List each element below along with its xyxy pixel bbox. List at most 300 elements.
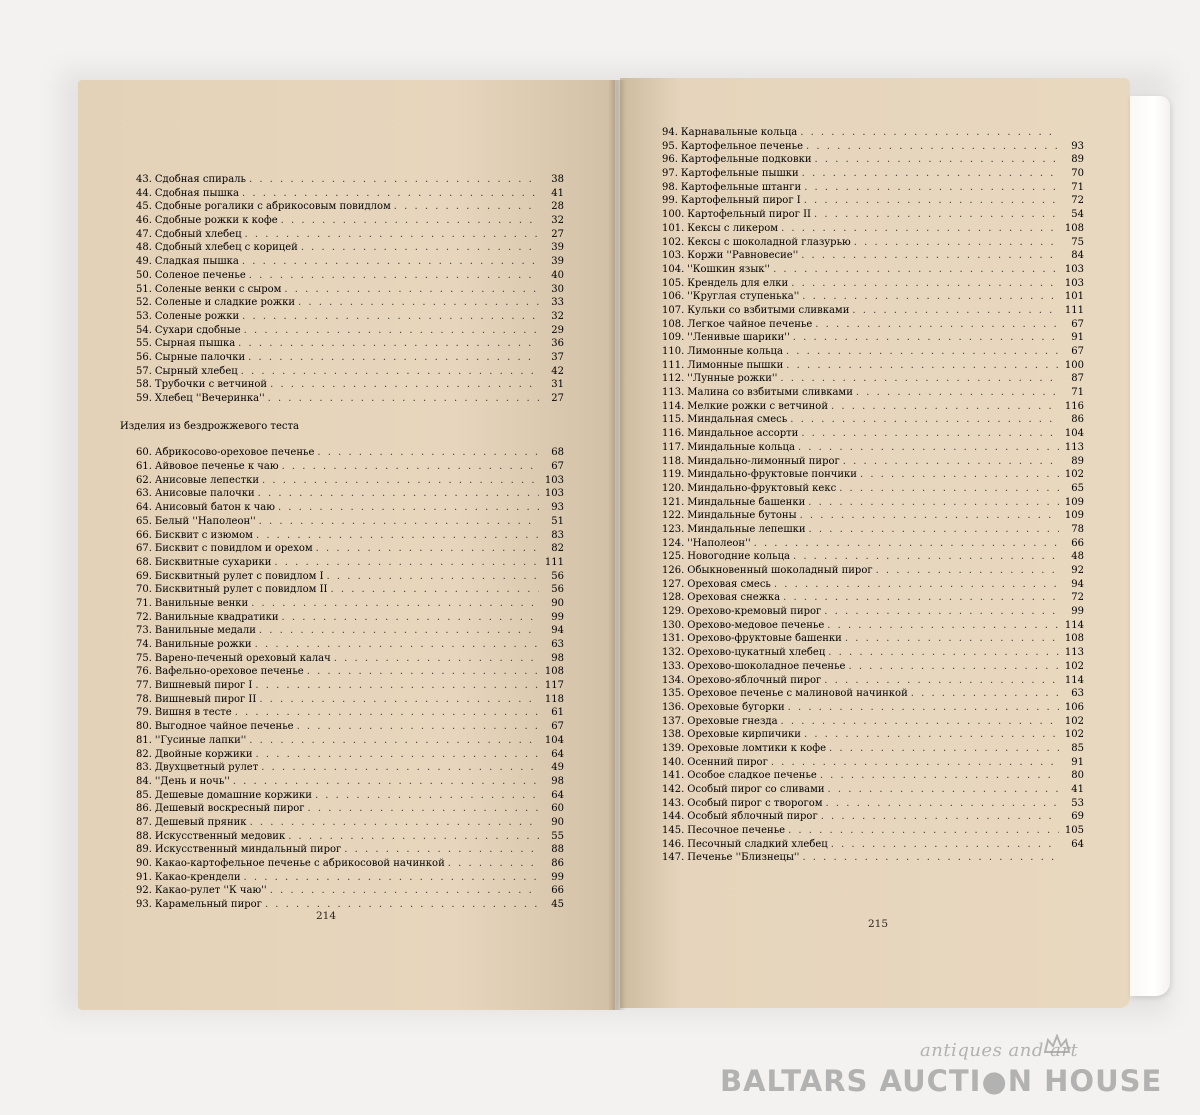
toc-entry-number: 91. — [136, 871, 152, 883]
toc-entry-text: Сдобный хлебец — [154, 228, 242, 240]
toc-entry-page: 111 — [1064, 304, 1084, 316]
toc-entry-page: 32 — [551, 310, 564, 322]
toc-entry — [662, 140, 1084, 154]
toc-entry-title — [136, 173, 246, 187]
toc-entry-number: 89. — [136, 844, 152, 856]
toc-entry-title — [662, 181, 801, 195]
toc-entry — [662, 783, 1084, 797]
toc-entry — [136, 706, 564, 720]
toc-entry-title — [662, 742, 826, 756]
toc-entry — [662, 372, 1084, 386]
toc-leader-dots — [344, 843, 539, 857]
toc-entry-title — [136, 187, 239, 201]
toc-leader-dots — [262, 474, 539, 488]
toc-entry-title — [662, 194, 801, 208]
toc-entry-page: 29 — [551, 324, 564, 336]
toc-entry — [136, 843, 564, 857]
toc-leader-dots — [259, 693, 539, 707]
toc-entry-title — [662, 413, 787, 427]
toc-entry-number: 81. — [136, 734, 152, 746]
toc-entry-number: 132. — [662, 647, 685, 659]
toc-entry-title — [136, 748, 253, 762]
toc-entry-text: Какао-рулет ''К чаю'' — [154, 885, 267, 897]
toc-entry-text: Картофельное печенье — [680, 140, 804, 152]
toc-entry-number: 58. — [136, 379, 152, 391]
toc-entry — [136, 624, 564, 638]
toc-entry-title — [662, 578, 771, 592]
right-page-number: 215 — [868, 918, 889, 930]
toc-entry-text: Легкое чайное печенье — [687, 318, 813, 330]
toc-leader-dots — [268, 392, 539, 406]
toc-entry-title — [662, 263, 770, 277]
toc-entry-page: 108 — [1064, 633, 1084, 645]
toc-entry-title — [662, 222, 778, 236]
toc-entry-page: 102 — [1064, 715, 1084, 727]
toc-entry — [662, 632, 1084, 646]
toc-leader-dots — [831, 400, 1059, 414]
toc-entry-number: 93. — [136, 899, 152, 911]
toc-entry-text: Ореховые кирпичики — [687, 729, 801, 741]
toc-entry-title — [662, 468, 857, 482]
toc-entry-title — [136, 816, 247, 830]
toc-leader-dots — [800, 126, 1059, 140]
toc-entry-page: 118 — [544, 693, 564, 705]
toc-entry-title — [662, 838, 828, 852]
toc-entry-title — [662, 318, 812, 332]
toc-entry-number: 75. — [136, 652, 152, 664]
toc-entry-text: Ореховые ломтики к кофе — [687, 742, 827, 754]
toc-leader-dots — [298, 296, 539, 310]
toc-entry-page: 56 — [551, 584, 564, 596]
toc-leader-dots — [327, 570, 539, 584]
toc-entry-title — [662, 359, 783, 373]
toc-entry-title — [662, 277, 788, 291]
toc-entry-title — [136, 789, 312, 803]
toc-entry-title — [662, 427, 798, 441]
toc-entry-text: Особое сладкое печенье — [687, 770, 817, 782]
toc-entry — [662, 578, 1084, 592]
toc-entry-title — [662, 523, 806, 537]
toc-entry — [662, 153, 1084, 167]
toc-entry-title — [136, 857, 445, 871]
toc-entry — [662, 742, 1084, 756]
toc-leader-dots — [281, 214, 539, 228]
toc-entry — [136, 269, 564, 283]
toc-entry-number: 45. — [136, 201, 152, 213]
toc-entry-page: 54 — [1071, 209, 1084, 221]
toc-entry — [662, 564, 1084, 578]
toc-entry — [662, 413, 1084, 427]
toc-leader-dots — [839, 482, 1059, 496]
toc-entry — [662, 290, 1084, 304]
toc-entry-page: 75 — [1071, 236, 1084, 248]
watermark-tagline: antiques and art — [920, 1040, 1079, 1061]
toc-entry-title — [662, 797, 823, 811]
toc-entry-page: 90 — [551, 597, 564, 609]
toc-leader-dots — [827, 619, 1059, 633]
toc-entry — [136, 830, 564, 844]
toc-leader-dots — [804, 728, 1059, 742]
toc-entry — [136, 652, 564, 666]
toc-entry-title — [662, 632, 842, 646]
toc-entry-text: Особый пирог с творогом — [687, 797, 823, 809]
toc-entry-text: Карамельный пирог — [154, 899, 262, 911]
toc-entry-number: 50. — [136, 269, 152, 281]
toc-entry-number: 92. — [136, 885, 152, 897]
toc-entry-title — [662, 208, 811, 222]
toc-leader-dots — [250, 816, 539, 830]
toc-entry-text: Лимонные пышки — [687, 359, 784, 371]
toc-entry-title — [662, 400, 828, 414]
toc-entry — [136, 392, 564, 406]
crown-icon — [1042, 1034, 1072, 1060]
toc-entry-page: 104 — [544, 734, 564, 746]
toc-entry-number: 96. — [662, 154, 678, 166]
toc-entry-number: 102. — [662, 236, 685, 248]
toc-entry-title — [136, 665, 304, 679]
toc-entry — [662, 769, 1084, 783]
toc-entry — [136, 871, 564, 885]
toc-leader-dots — [774, 578, 1059, 592]
toc-entry-page: 41 — [1071, 784, 1084, 795]
toc-entry — [662, 249, 1084, 263]
toc-entry-page: 71 — [1071, 181, 1084, 193]
toc-entry-page: 109 — [1064, 496, 1084, 508]
toc-entry-number: 87. — [136, 816, 152, 828]
toc-entry-title — [136, 556, 271, 570]
toc-entry — [136, 665, 564, 679]
toc-entry-title — [136, 542, 313, 556]
toc-leader-dots — [282, 460, 539, 474]
toc-entry-number: 113. — [662, 387, 685, 399]
toc-entry-title — [662, 331, 790, 345]
toc-entry-number: 143. — [662, 797, 685, 809]
toc-leader-dots — [233, 775, 539, 789]
toc-entry-title — [136, 501, 275, 515]
toc-entry-text: Ореховое печенье с малиновой начинкой — [687, 688, 908, 700]
toc-entry-text: Бисквит с повидлом и орехом — [154, 543, 313, 555]
toc-entry — [136, 351, 564, 365]
toc-entry-page: 39 — [551, 256, 564, 268]
toc-leader-dots — [793, 331, 1059, 345]
toc-entry — [136, 884, 564, 898]
toc-entry-text: Ореховая снежка — [687, 592, 781, 604]
toc-entry-number: 118. — [662, 455, 685, 467]
toc-leader-dots — [261, 761, 539, 775]
toc-entry — [136, 789, 564, 803]
toc-entry-number: 107. — [662, 304, 685, 316]
toc-entry-page: 94 — [551, 625, 564, 637]
toc-entry — [662, 824, 1084, 838]
toc-entry-number: 103. — [662, 250, 685, 262]
toc-entry-text: Ванильные рожки — [154, 639, 252, 650]
toc-entry-number: 82. — [136, 748, 152, 760]
toc-entry-title — [136, 720, 294, 734]
toc-leader-dots — [238, 337, 539, 351]
toc-entry-title — [662, 550, 790, 564]
toc-entry-number: 95. — [662, 140, 678, 152]
toc-entry-text: Соленые и сладкие рожки — [154, 297, 296, 309]
toc-entry-text: Мелкие рожки с ветчиной — [687, 400, 828, 412]
toc-entry — [136, 460, 564, 474]
toc-entry-page: 55 — [551, 830, 564, 842]
toc-leader-dots — [781, 715, 1059, 729]
toc-entry-number: 74. — [136, 639, 152, 650]
toc-entry-number: 76. — [136, 666, 152, 678]
toc-entry-page: 63 — [551, 639, 564, 650]
toc-leader-dots — [297, 720, 539, 734]
toc-entry-text: ''Наполеон'' — [687, 537, 751, 549]
toc-entry-number: 142. — [662, 784, 685, 795]
toc-entry-title — [136, 898, 262, 912]
left-page-number: 214 — [316, 910, 337, 922]
toc-entry-title — [662, 783, 825, 797]
toc-entry-text: Миндальная смесь — [687, 414, 788, 426]
toc-entry-text: Абрикосово-ореховое печенье — [154, 447, 315, 459]
toc-entry-title — [136, 365, 238, 379]
toc-entry-text: ''Кошкин язык'' — [687, 263, 771, 275]
toc-entry-page: 98 — [551, 775, 564, 787]
toc-entry — [136, 611, 564, 625]
toc-entry-text: Двойные коржики — [154, 748, 253, 760]
toc-leader-dots — [802, 851, 1059, 865]
toc-entry-number: 101. — [662, 222, 685, 234]
toc-entry-number: 49. — [136, 256, 152, 268]
toc-entry-title — [662, 851, 799, 865]
toc-entry-text: Сдобный хлебец с корицей — [154, 242, 298, 254]
toc-entry-title — [136, 269, 246, 283]
toc-entry-title — [136, 228, 242, 242]
toc-entry — [136, 214, 564, 228]
toc-leader-dots — [235, 706, 539, 720]
toc-leader-dots — [241, 365, 539, 379]
toc-entry-text: Варено-печеный ореховый калач — [154, 652, 331, 664]
toc-entry-text: ''Лунные рожки'' — [687, 373, 778, 385]
toc-entry-page: 61 — [551, 707, 564, 719]
toc-entry — [136, 365, 564, 379]
toc-entry-text: Бисквитные сухарики — [154, 556, 272, 568]
toc-entry-title — [136, 241, 298, 255]
toc-entry-title — [662, 591, 780, 605]
toc-leader-dots — [315, 789, 539, 803]
toc-entry-page: 31 — [551, 379, 564, 391]
toc-entry-number: 133. — [662, 660, 685, 672]
toc-entry-title — [136, 611, 279, 625]
toc-entry — [662, 236, 1084, 250]
toc-entry-page: 114 — [1064, 619, 1084, 631]
toc-entry-page: 99 — [551, 611, 564, 623]
toc-entry-number: 47. — [136, 228, 152, 240]
toc-entry-title — [136, 706, 232, 720]
toc-entry-text: Ореховые гнезда — [687, 715, 778, 727]
toc-entry — [136, 200, 564, 214]
toc-entry-number: 147. — [662, 852, 685, 864]
toc-entry — [136, 337, 564, 351]
toc-entry — [662, 756, 1084, 770]
toc-entry-number: 124. — [662, 537, 685, 549]
toc-leader-dots — [829, 742, 1059, 756]
toc-entry — [662, 619, 1084, 633]
toc-leader-dots — [773, 263, 1059, 277]
toc-entry — [662, 345, 1084, 359]
toc-entry-text: Ореховая смесь — [687, 578, 771, 590]
toc-entry-text: Какао-картофельное печенье с абрикосовой начинкой — [154, 858, 445, 869]
toc-entry-title — [662, 126, 797, 140]
toc-entry-text: Ванильные квадратики — [154, 611, 279, 623]
toc-leader-dots — [255, 638, 539, 652]
toc-entry-page: 71 — [1071, 387, 1084, 399]
toc-leader-dots — [270, 378, 539, 392]
toc-entry-number: 100. — [662, 209, 685, 221]
toc-entry — [136, 775, 564, 789]
toc-entry-page: 100 — [1064, 359, 1084, 371]
toc-entry-number: 51. — [136, 283, 152, 295]
toc-entry — [136, 570, 564, 584]
toc-entry-number: 122. — [662, 510, 685, 522]
toc-leader-dots — [334, 652, 539, 666]
toc-entry-text: Коржи ''Равновесие'' — [687, 250, 799, 262]
toc-entry-page: 84 — [1071, 250, 1084, 262]
toc-entry-text: Вафельно-ореховое печенье — [154, 666, 304, 678]
toc-entry — [136, 474, 564, 488]
toc-entry-page: 102 — [1064, 660, 1084, 672]
toc-entry-number: 131. — [662, 633, 685, 645]
toc-entry-title — [136, 734, 246, 748]
toc-entry-text: Белый ''Наполеон'' — [154, 515, 256, 527]
toc-entry-page: 111 — [544, 556, 564, 568]
toc-entry-text: Особый пирог со сливами — [687, 784, 825, 795]
toc-entry-text: Айвовое печенье к чаю — [154, 461, 279, 473]
toc-entry-page: 91 — [1071, 332, 1084, 344]
toc-entry-title — [136, 487, 255, 501]
toc-entry-page: 67 — [1071, 318, 1084, 330]
toc-entry-text: Сдобные рожки к кофе — [154, 215, 278, 227]
toc-entry-number: 94. — [662, 127, 678, 138]
toc-leader-dots — [786, 345, 1059, 359]
toc-entry-number: 70. — [136, 584, 152, 596]
toc-entry-page: 67 — [551, 721, 564, 733]
toc-entry — [136, 515, 564, 529]
toc-entry-page: 39 — [551, 242, 564, 254]
toc-entry-page: 92 — [1071, 565, 1084, 576]
toc-entry-number: 105. — [662, 277, 685, 289]
toc-entry — [662, 304, 1084, 318]
toc-entry-number: 135. — [662, 688, 685, 700]
toc-leader-dots — [831, 838, 1059, 852]
toc-entry — [136, 542, 564, 556]
toc-entry-title — [662, 646, 825, 660]
toc-entry-text: Сдобная спираль — [154, 174, 246, 185]
toc-entry-number: 130. — [662, 619, 685, 631]
toc-leader-dots — [317, 446, 539, 460]
toc-leader-dots — [791, 277, 1059, 291]
toc-leader-dots — [802, 290, 1059, 304]
toc-entry-title — [662, 701, 785, 715]
toc-entry-page: 67 — [551, 461, 564, 473]
toc-entry — [662, 263, 1084, 277]
toc-leader-dots — [802, 167, 1059, 181]
toc-entry — [136, 310, 564, 324]
toc-entry-text: Ванильные венки — [154, 597, 249, 609]
toc-entry-page: 72 — [1071, 195, 1084, 207]
toc-entry-number: 127. — [662, 578, 685, 590]
toc-entry-number: 85. — [136, 789, 152, 801]
toc-entry-number: 141. — [662, 770, 685, 782]
toc-entry — [136, 283, 564, 297]
toc-entry-page: 53 — [1071, 797, 1084, 809]
toc-entry-number: 123. — [662, 523, 685, 535]
toc-entry-title — [136, 515, 256, 529]
toc-leader-dots — [284, 283, 539, 297]
toc-entry-number: 60. — [136, 447, 152, 459]
toc-entry — [136, 583, 564, 597]
toc-entry-number: 44. — [136, 187, 152, 199]
toc-entry-page: 32 — [551, 215, 564, 227]
toc-leader-dots — [274, 556, 539, 570]
section-heading: Изделия из бездрожжевого теста — [120, 420, 299, 432]
toc-leader-dots — [801, 427, 1059, 441]
toc-entry-page: 41 — [551, 187, 564, 199]
toc-entry — [662, 701, 1084, 715]
toc-entry-text: Сырный хлебец — [154, 365, 238, 377]
toc-entry — [662, 523, 1084, 537]
toc-entry-text: Картофельный пирог I — [680, 195, 801, 207]
toc-leader-dots — [828, 646, 1059, 660]
toc-entry-number: 52. — [136, 297, 152, 309]
toc-entry-number: 80. — [136, 721, 152, 733]
toc-entry-number: 88. — [136, 830, 152, 842]
toc-entry-number: 73. — [136, 625, 152, 637]
toc-entry — [136, 501, 564, 515]
toc-leader-dots — [448, 857, 539, 871]
toc-entry-text: Миндально-фруктовые пончики — [687, 469, 857, 481]
toc-entry — [136, 816, 564, 830]
toc-entry — [662, 660, 1084, 674]
toc-leader-dots — [307, 665, 539, 679]
toc-entry-title — [136, 255, 239, 269]
toc-leader-dots — [808, 496, 1059, 510]
toc-entry-text: ''Ленивые шарики'' — [687, 332, 790, 344]
toc-entry — [136, 693, 564, 707]
toc-entry-page: 40 — [551, 269, 564, 281]
toc-entry-title — [662, 386, 853, 400]
toc-entry — [136, 173, 564, 187]
toc-entry — [136, 529, 564, 543]
toc-entry-page: 33 — [551, 297, 564, 309]
toc-leader-dots — [809, 523, 1059, 537]
toc-entry-page: 51 — [551, 515, 564, 527]
toc-entry-number: 46. — [136, 215, 152, 227]
toc-entry — [136, 255, 564, 269]
toc-entry-number: 116. — [662, 428, 685, 440]
toc-entry-title — [136, 296, 295, 310]
toc-entry-text: Сладкая пышка — [154, 256, 239, 268]
toc-leader-dots — [288, 830, 539, 844]
toc-entry — [662, 194, 1084, 208]
toc-leader-dots — [843, 455, 1059, 469]
toc-entry-title — [662, 728, 801, 742]
toc-entry-number: 53. — [136, 310, 152, 322]
toc-leader-dots — [754, 537, 1059, 551]
toc-entry-number: 144. — [662, 811, 685, 823]
toc-entry-number: 126. — [662, 565, 685, 576]
toc-entry-title — [662, 345, 783, 359]
toc-entry-page: 117 — [544, 680, 564, 692]
toc-entry-text: Вишня в тесте — [154, 707, 232, 719]
toc-entry-page: 99 — [551, 871, 564, 883]
toc-entry-text: Анисовые палочки — [154, 488, 255, 500]
toc-entry — [662, 167, 1084, 181]
